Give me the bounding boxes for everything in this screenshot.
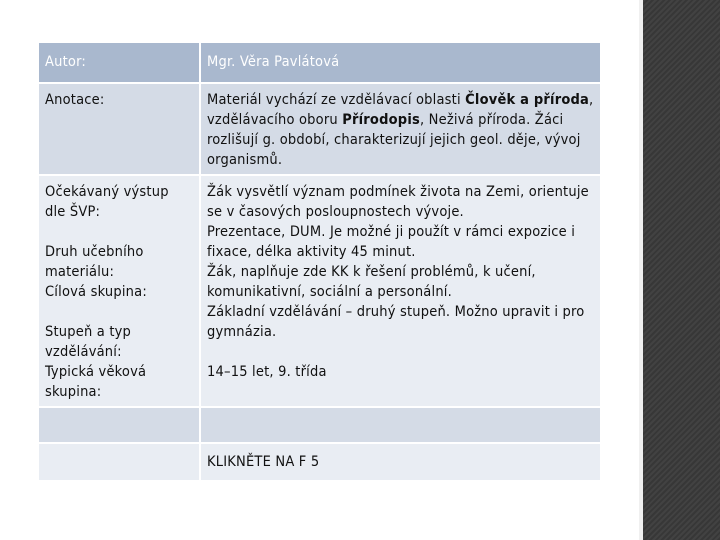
annotation-bold-area: Člověk a příroda — [465, 92, 590, 108]
metadata-table — [37, 41, 602, 482]
annotation-text-mid: , vzdělávacího oboru — [207, 92, 594, 128]
table-row-details — [38, 175, 601, 407]
author-label: Autor: — [38, 42, 200, 83]
annotation-text-prefix: Materiál vychází ze vzdělávací oblasti — [207, 92, 466, 108]
annotation-text-suffix: , Neživá příroda. Žáci rozlišují g. období, charakterizují jejich geol. děje, vývoj organismů. — [207, 112, 581, 168]
age-group-label: Typická věková skupina: — [45, 364, 147, 400]
annotation-bold-subject: Přírodopis — [342, 112, 420, 128]
empty-cell-left — [38, 407, 200, 443]
expected-output-label: Očekávaný výstup dle ŠVP: — [45, 184, 169, 220]
age-group-value: 14–15 let, 9. třída — [207, 364, 327, 380]
table-row-author — [38, 42, 601, 83]
annotation-value — [200, 83, 601, 175]
click-prompt: KLIKNĚTE NA F 5 — [200, 443, 601, 481]
target-group-label: Cílová skupina: — [45, 284, 147, 300]
material-type-label: Druh učebního materiálu: — [45, 244, 144, 280]
annotation-label: Anotace: — [38, 83, 200, 175]
author-value: Mgr. Věra Pavlátová — [200, 42, 601, 83]
table-row-annotation — [38, 83, 601, 175]
table-row-prompt — [38, 443, 601, 481]
decorative-sidebar — [643, 0, 720, 540]
prompt-cell-left — [38, 443, 200, 481]
details-labels — [38, 175, 200, 407]
education-level-value: Základní vzdělávání – druhý stupeň. Možno upravit i pro gymnázia. — [207, 304, 585, 340]
material-type-value: Prezentace, DUM. Je možné ji použít v rámci expozice i fixace, délka aktivity 45 minut. — [207, 224, 576, 260]
target-group-value: Žák, naplňuje zde KK k řešení problémů, k učení, komunikativní, sociální a personální. — [207, 264, 536, 300]
details-values — [200, 175, 601, 407]
table-row-empty — [38, 407, 601, 443]
education-level-label: Stupeň a typ vzdělávání: — [45, 324, 132, 360]
empty-cell-right — [200, 407, 601, 443]
expected-output-value: Žák vysvětlí význam podmínek života na Zemi, orientuje se v časových posloupnostech vývoje. — [207, 184, 589, 220]
